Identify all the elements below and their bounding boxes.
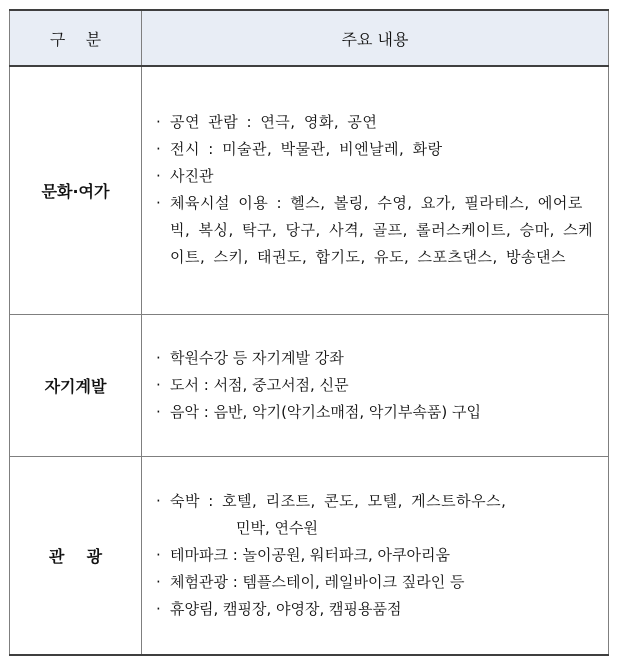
list-item: · 학원수강 등 자기계발 강좌 [156, 348, 344, 367]
row-category: 관 광 [10, 456, 142, 655]
table-row [10, 456, 609, 655]
list-item: · 공연 관람 : 연극, 영화, 공연 [156, 113, 378, 132]
list-item: · 체육시설 이용 : 헬스, 볼링, 수영, 요가, 필라테스, 에어로빅, 복싱, 탁구, 당구, 사격, 골프, 롤러스케이트, 승마, 스케이트, 스키, 태권도, 합기도, 유도, 스포츠댄스, 방송댄스 [156, 194, 594, 267]
row-category: 자기계발 [10, 314, 142, 456]
list-item-continuation: 민박, 연수원 [236, 518, 318, 537]
list-item: · 체험관광 : 템플스테이, 레일바이크 짚라인 등 [156, 572, 465, 591]
row-items [142, 456, 609, 655]
header-content: 주요 내용 [142, 10, 609, 66]
list-item: · 도서 : 서점, 중고서점, 신문 [156, 375, 349, 394]
list-item: · 숙박 : 호텔, 리조트, 콘도, 모텔, 게스트하우스, 민박, 연수원 [154, 488, 598, 542]
header-category: 구 분 [10, 10, 142, 66]
row-items [142, 66, 609, 314]
list-item: · 전시 : 미술관, 박물관, 비엔날레, 화랑 [156, 140, 443, 159]
table-row [10, 314, 609, 456]
table-row [10, 66, 609, 314]
list-item: · 테마파크 : 놀이공원, 워터파크, 아쿠아리움 [156, 545, 450, 564]
content-table [9, 9, 609, 656]
list-item: · 음악 : 음반, 악기(악기소매점, 악기부속품) 구입 [156, 402, 481, 421]
list-item: · 휴양림, 캠핑장, 야영장, 캠핑용품점 [156, 599, 402, 618]
row-items [142, 314, 609, 456]
list-item: · 사진관 [156, 167, 214, 186]
table-header-row [10, 10, 609, 66]
row-category: 문화·여가 [10, 66, 142, 314]
